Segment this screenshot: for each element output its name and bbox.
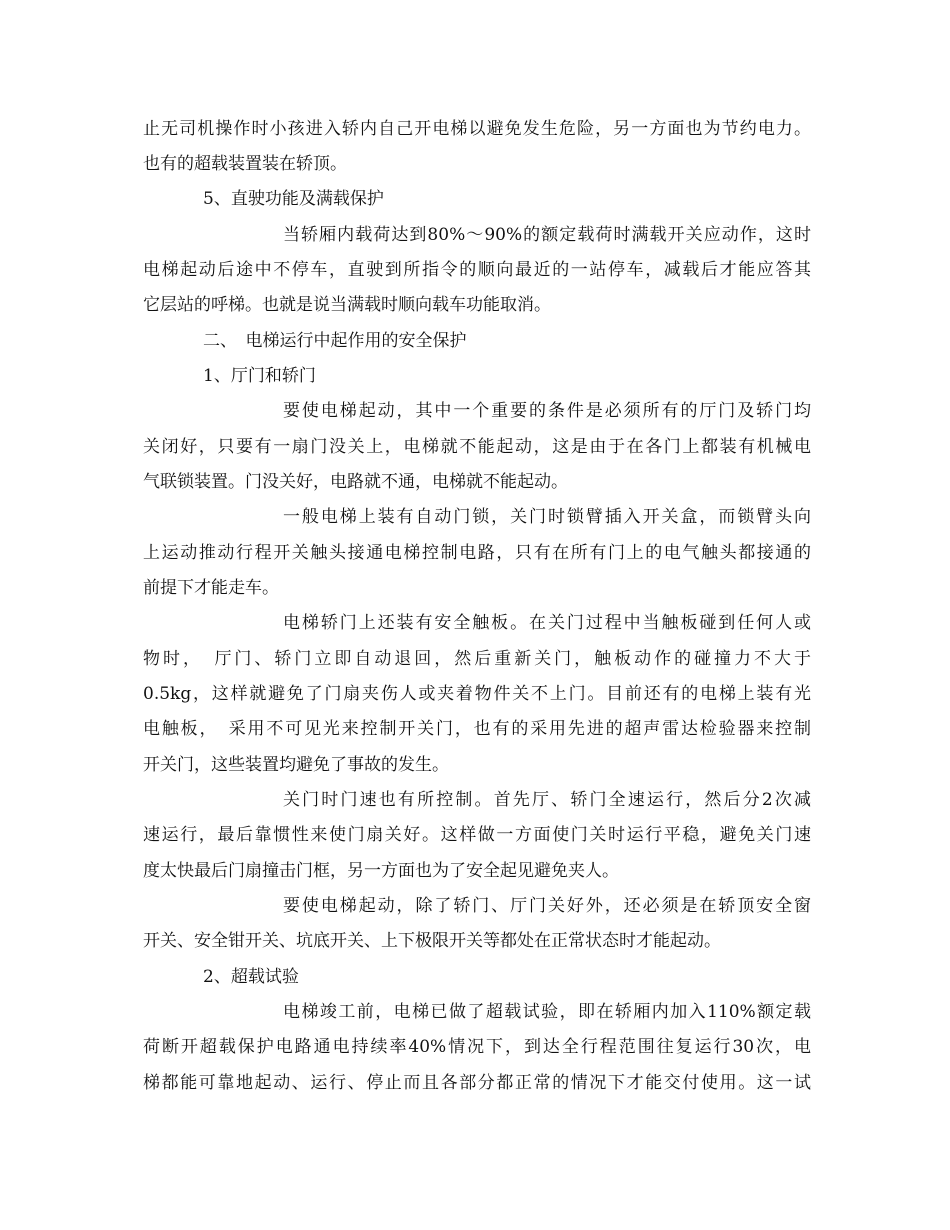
text-line: 电梯轿门上还装有安全触板。在关门过程中当触板碰到任何人或 [283, 613, 811, 633]
text-line: 当轿厢内载荷达到80%～90%的额定载荷时满载开关应动作，这时 [283, 225, 811, 245]
text-line: 物时， 厅门、轿门立即自动退回，然后重新关门，触板动作的碰撞力不大于 [143, 649, 811, 669]
section-heading: 1、厅门和轿门 [203, 366, 316, 386]
text-line: 电梯起动后途中不停车，直驶到所指令的顺向最近的一站停车，减载后才能应答其 [143, 260, 811, 280]
text-line: 梯都能可靠地起动、运行、停止而且各部分都正常的情况下才能交付使用。这一试 [143, 1073, 811, 1093]
text-line: 它层站的呼梯。也就是说当满载时顺向载车功能取消。 [143, 295, 551, 315]
text-line: 气联锁装置。门没关好，电路就不通，电梯就不能起动。 [143, 472, 568, 492]
text-line: 要使电梯起动，其中一个重要的条件是必须所有的厅门及轿门均 [283, 401, 811, 421]
text-line: 关闭好，只要有一扇门没关上，电梯就不能起动，这是由于在各门上都装有机械电 [143, 437, 811, 457]
text-line: 关门时门速也有所控制。首先厅、轿门全速运行，然后分2次减 [283, 790, 811, 810]
text-line: 度太快最后门扇撞击门框，另一方面也为了安全起见避免夹人。 [143, 861, 619, 881]
text-line: 电梯竣工前，电梯已做了超载试验，即在轿厢内加入110%额定载 [283, 1002, 811, 1022]
text-line: 电触板， 采用不可见光来控制开关门，也有的采用先进的超声雷达检验器来控制 [143, 719, 811, 739]
text-line: 开关、安全钳开关、坑底开关、上下极限开关等都处在正常状态时才能起动。 [143, 931, 721, 951]
section-heading: 2、超载试验 [203, 967, 299, 987]
text-line: 速运行，最后靠惯性来使门扇关好。这样做一方面使门关时运行平稳，避免关门速 [143, 825, 811, 845]
text-line: 一般电梯上装有自动门锁，关门时锁臂插入开关盒，而锁臂头向 [283, 507, 811, 527]
text-line: 也有的超载装置装在轿顶。 [143, 154, 347, 174]
text-line: 荷断开超载保护电路通电持续率40%情况下，到达全行程范围往复运行30次，电 [143, 1037, 811, 1057]
text-line: 开关门，这些装置均避免了事故的发生。 [143, 755, 449, 775]
text-line: 要使电梯起动，除了轿门、厅门关好外，还必须是在轿顶安全窗 [283, 896, 811, 916]
section-heading: 5、直驶功能及满载保护 [203, 189, 384, 209]
section-heading: 二、 电梯运行中起作用的安全保护 [203, 331, 467, 351]
text-line: 止无司机操作时小孩进入轿内自己开电梯以避免发生危险，另一方面也为节约电力。 [143, 119, 811, 139]
text-line: 0.5kg，这样就避免了门扇夹伤人或夹着物件关不上门。目前还有的电梯上装有光 [143, 684, 811, 704]
text-line: 前提下才能走车。 [143, 578, 279, 598]
text-line: 上运动推动行程开关触头接通电梯控制电路，只有在所有门上的电气触头都接通的 [143, 543, 811, 563]
